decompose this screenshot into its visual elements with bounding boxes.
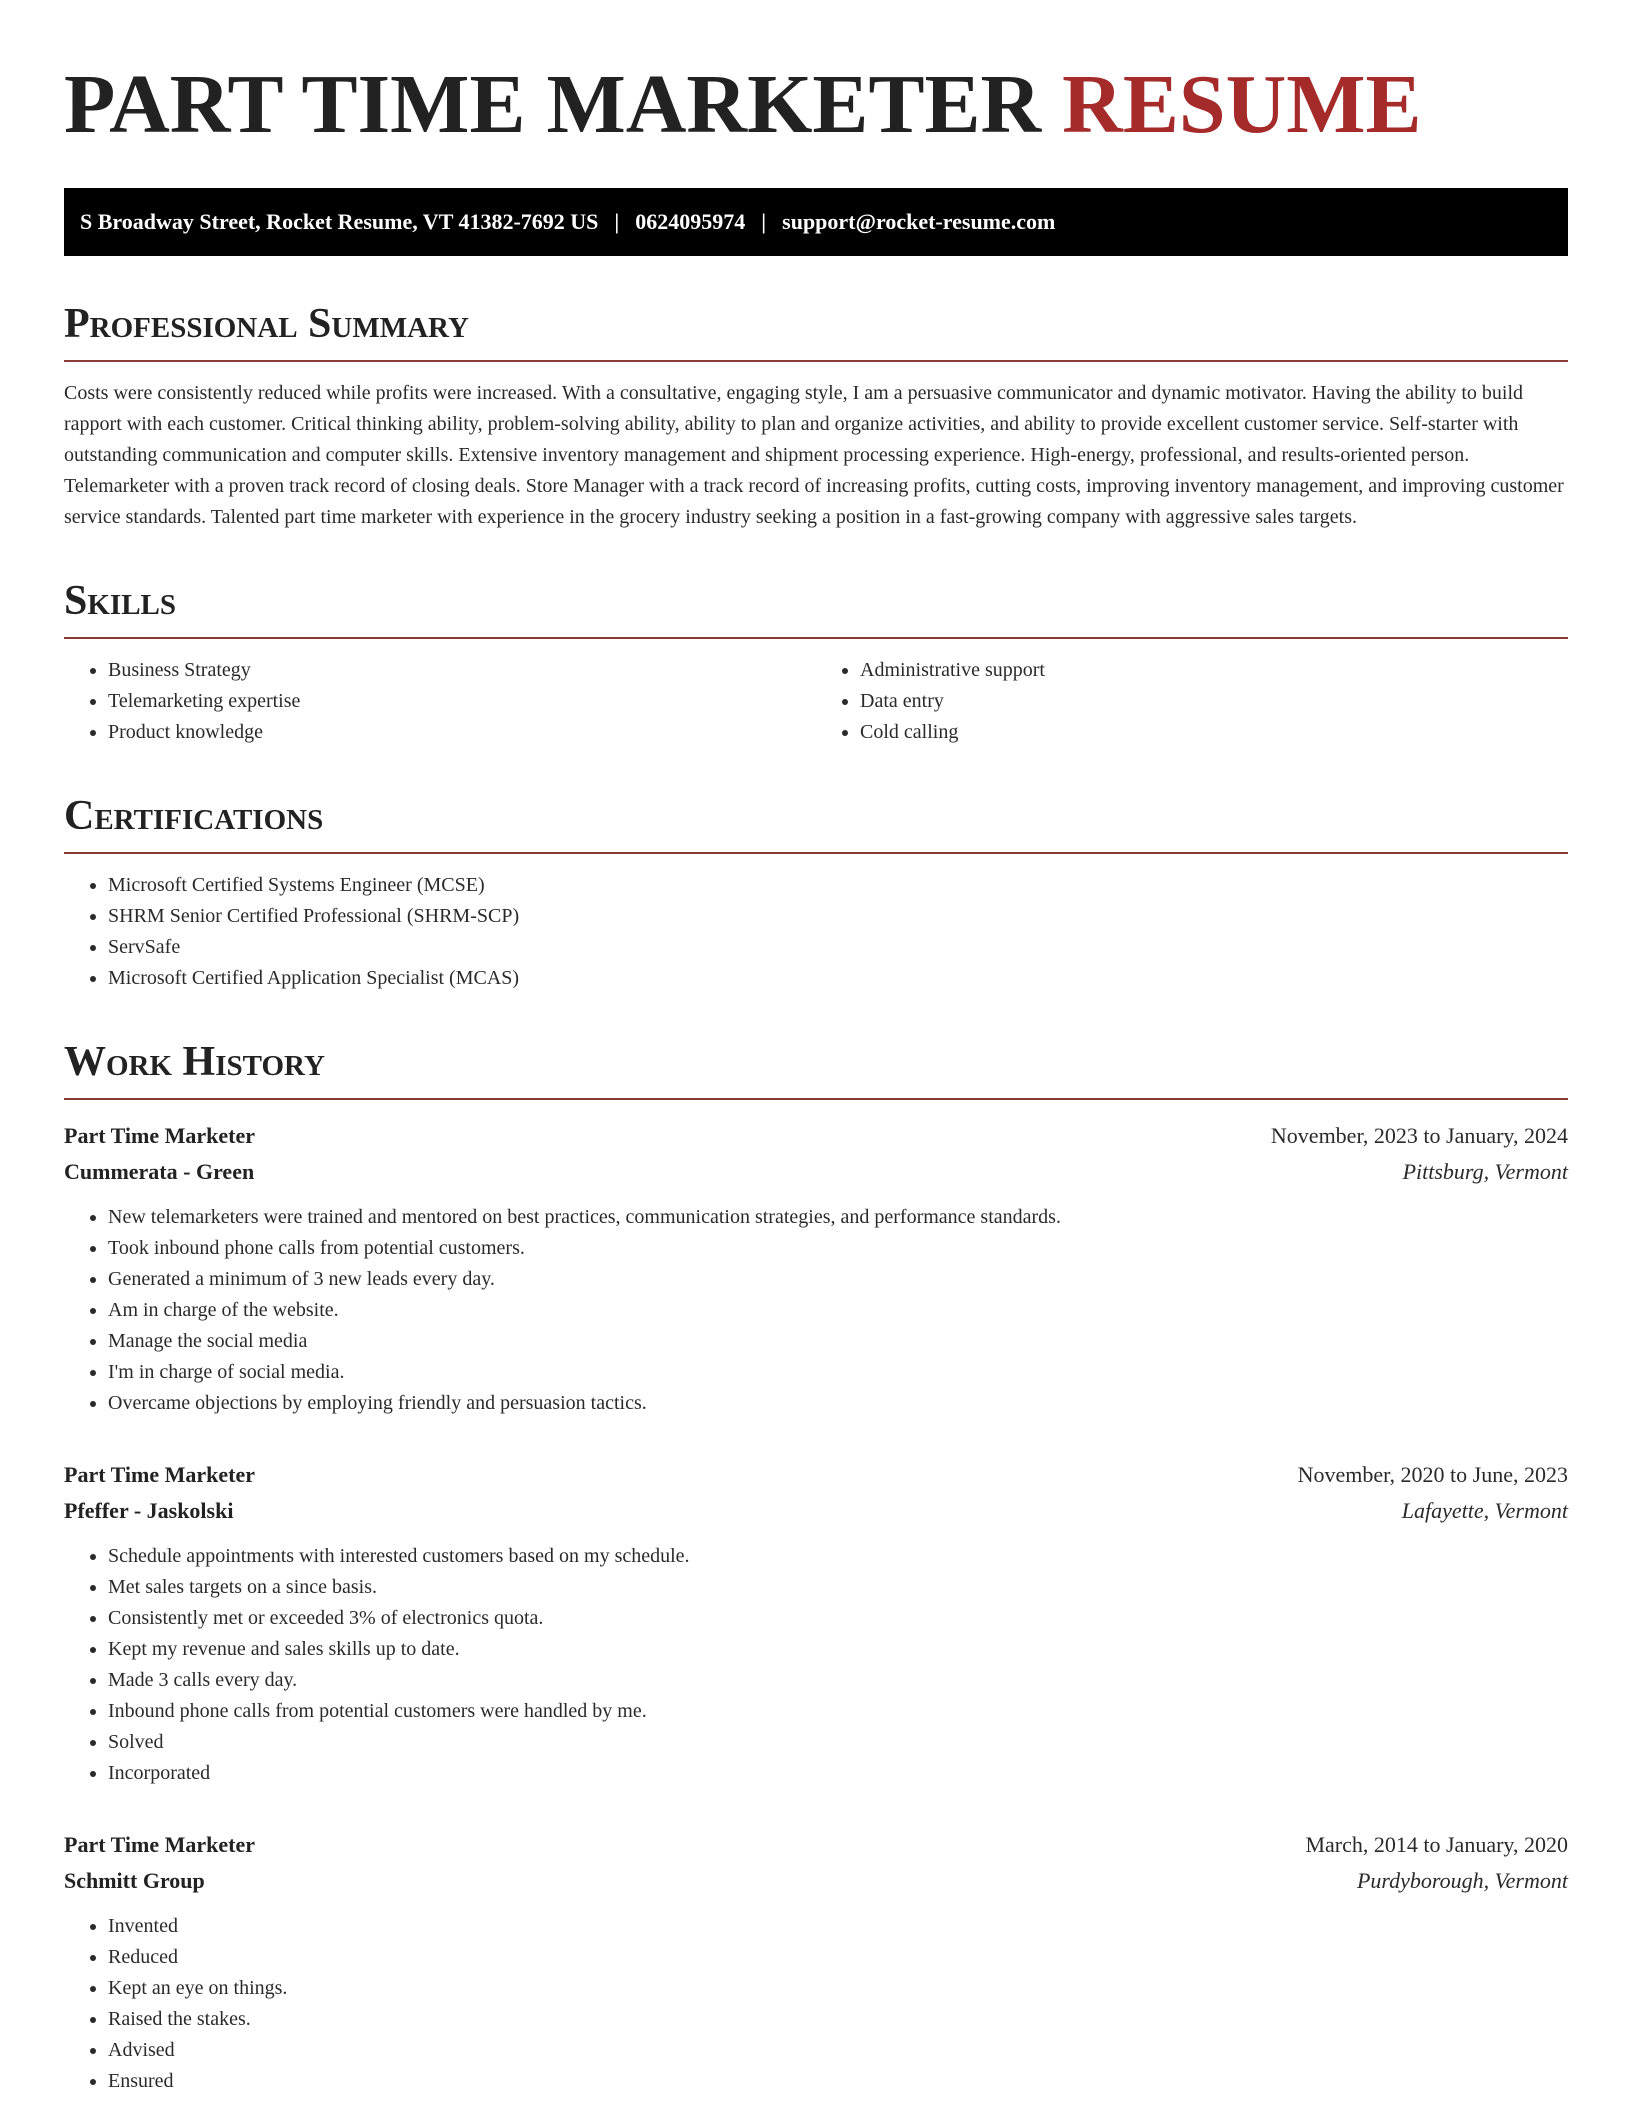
contact-separator: | [761,209,767,234]
certification-item: • ServSafe [108,932,1568,963]
job-duty: • Invented [108,1911,1568,1942]
job-entry [64,1457,1568,1789]
job-duty: • Generated a minimum of 3 new leads every day. [108,1264,1568,1295]
job-duties-list [64,1202,1568,1419]
job-company-row [64,1154,1568,1190]
certification-item: • Microsoft Certified Application Specialist (MCAS) [108,963,1568,994]
job-duty: • Am in charge of the website. [108,1295,1568,1326]
job-company-row [64,1863,1568,1899]
job-duty: • Kept my revenue and sales skills up to date. [108,1634,1568,1665]
job-header-row [64,1827,1568,1863]
job-duty: • Overcame objections by employing friendly and persuasion tactics. [108,1388,1568,1419]
contact-address: S Broadway Street, Rocket Resume, VT 41382-7692 US [80,209,599,234]
job-duty: • New telemarketers were trained and mentored on best practices, communication strategies, and performance standards. [108,1202,1568,1233]
skill-item: • Cold calling [860,717,1568,748]
job-title: Part Time Marketer [64,1832,255,1857]
skills-list-right [816,655,1568,748]
job-location: Pittsburg, Vermont [1402,1159,1568,1184]
job-duty: • Raised the stakes. [108,2004,1568,2035]
skills-list-left [64,655,816,748]
job-duty: • Manage the social media [108,1326,1568,1357]
skill-item: • Administrative support [860,655,1568,686]
job-header-row [64,1118,1568,1154]
title-main: PART TIME MARKETER [64,58,1042,151]
skill-item: • Data entry [860,686,1568,717]
certifications-section [64,792,1568,994]
job-dates: March, 2014 to January, 2020 [1305,1832,1568,1857]
skill-item: • Product knowledge [108,717,816,748]
skills-grid [64,639,1568,748]
skills-section [64,577,1568,748]
job-duty: • Consistently met or exceeded 3% of electronics quota. [108,1603,1568,1634]
job-company: Cummerata - Green [64,1159,255,1184]
job-duty: • Inbound phone calls from potential customers were handled by me. [108,1696,1568,1727]
job-duty: • Reduced [108,1942,1568,1973]
job-duty: • Made 3 calls every day. [108,1665,1568,1696]
contact-email: support@rocket-resume.com [782,209,1056,234]
summary-text: Costs were consistently reduced while profits were increased. With a consultative, engaging style, I am a persuasive communicator and dynamic motivator. Having the ability to build rapport with each customer. Critical thinking ability, problem-solving ability, ability to plan and organize activities, and ability to provide excellent customer service. Self-starter with outstanding communication and computer skills. Extensive inventory management and shipment processing experience. High-energy, professional, and results-oriented person. Telemarketer with a proven track record of closing deals. Store Manager with a track record of increasing profits, cutting costs, improving inventory management, and improving customer service standards. Talented part time marketer with experience in the grocery industry seeking a position in a fast-growing company with aggressive sales targets. [64,382,1564,528]
contact-bar [64,188,1568,256]
job-duty: • I'm in charge of social media. [108,1357,1568,1388]
certifications-heading: Certifications [64,792,1568,854]
job-duty: • Advised [108,2035,1568,2066]
work-history-heading: Work History [64,1038,1568,1100]
summary-section [64,300,1568,533]
job-title: Part Time Marketer [64,1123,255,1148]
job-duties-list [64,1541,1568,1789]
resume-title [64,56,1568,154]
job-duties-list [64,1911,1568,2097]
job-header-row [64,1457,1568,1493]
summary-heading: Professional Summary [64,300,1568,362]
job-duty: • Kept an eye on things. [108,1973,1568,2004]
work-history-section [64,1038,1568,2097]
job-dates: November, 2023 to January, 2024 [1270,1123,1568,1148]
contact-phone: 0624095974 [635,209,746,234]
job-duty: • Solved [108,1727,1568,1758]
job-title: Part Time Marketer [64,1462,255,1487]
certifications-list [64,870,1568,994]
job-entry [64,1827,1568,2097]
job-duty: • Took inbound phone calls from potential customers. [108,1233,1568,1264]
job-company-row [64,1493,1568,1529]
skills-heading: Skills [64,577,1568,639]
skill-item: • Telemarketing expertise [108,686,816,717]
job-location: Lafayette, Vermont [1401,1498,1568,1523]
job-entry [64,1118,1568,1419]
title-accent: RESUME [1062,58,1422,151]
job-duty: • Schedule appointments with interested customers based on my schedule. [108,1541,1568,1572]
job-company: Schmitt Group [64,1868,205,1893]
certification-item: • SHRM Senior Certified Professional (SHRM-SCP) [108,901,1568,932]
job-duty: • Ensured [108,2066,1568,2097]
certification-item: • Microsoft Certified Systems Engineer (MCSE) [108,870,1568,901]
job-duty: • Incorporated [108,1758,1568,1789]
job-duty: • Met sales targets on a since basis. [108,1572,1568,1603]
job-dates: November, 2020 to June, 2023 [1297,1462,1568,1487]
job-location: Purdyborough, Vermont [1356,1868,1568,1893]
contact-separator: | [614,209,620,234]
skill-item: • Business Strategy [108,655,816,686]
job-company: Pfeffer - Jaskolski [64,1498,234,1523]
